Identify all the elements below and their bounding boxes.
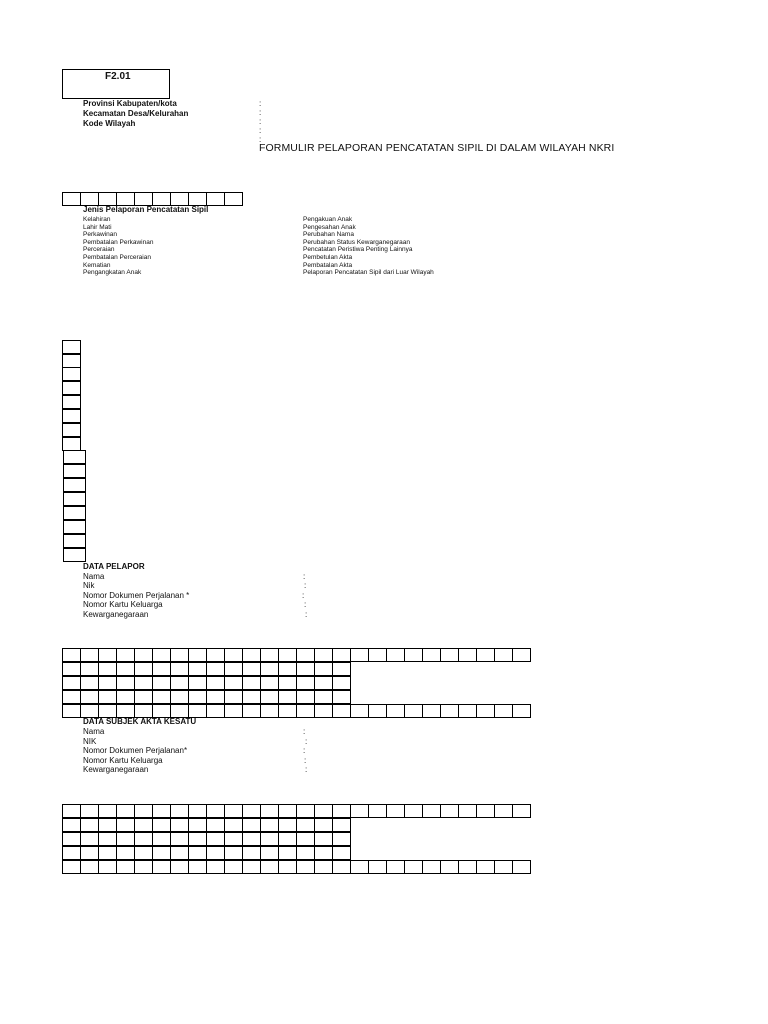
jenis-item: Pengangkatan Anak	[83, 269, 142, 277]
input-box[interactable]	[224, 704, 243, 718]
input-box[interactable]	[458, 704, 477, 718]
input-box[interactable]	[62, 704, 81, 718]
input-box[interactable]	[170, 704, 189, 718]
input-box[interactable]	[170, 192, 189, 206]
input-box[interactable]	[332, 662, 351, 676]
jenis-item: Pencatatan Peristiwa Penting Lainnya	[303, 246, 413, 254]
input-box[interactable]	[314, 846, 333, 860]
input-box[interactable]	[152, 192, 171, 206]
form-code: F2.01	[105, 71, 131, 82]
input-box[interactable]	[224, 818, 243, 832]
input-box[interactable]	[386, 804, 405, 818]
input-box[interactable]	[278, 676, 297, 690]
jenis-checkbox[interactable]	[62, 437, 81, 451]
input-box[interactable]	[314, 832, 333, 846]
input-box[interactable]	[206, 804, 225, 818]
input-box[interactable]	[476, 704, 495, 718]
input-box[interactable]	[98, 648, 117, 662]
input-box[interactable]	[224, 662, 243, 676]
input-box[interactable]	[98, 662, 117, 676]
input-box[interactable]	[332, 704, 351, 718]
input-box[interactable]	[296, 704, 315, 718]
input-box[interactable]	[98, 860, 117, 874]
subjek-colon: :	[305, 765, 308, 774]
input-box[interactable]	[134, 648, 153, 662]
input-box[interactable]	[206, 818, 225, 832]
input-box[interactable]	[260, 832, 279, 846]
input-box[interactable]	[314, 662, 333, 676]
input-box[interactable]	[62, 846, 81, 860]
input-box[interactable]	[134, 192, 153, 206]
input-box[interactable]	[224, 676, 243, 690]
input-box[interactable]	[458, 860, 477, 874]
input-box[interactable]	[80, 662, 99, 676]
input-box[interactable]	[350, 704, 369, 718]
input-box[interactable]	[188, 704, 207, 718]
input-box[interactable]	[62, 690, 81, 704]
input-box[interactable]	[224, 832, 243, 846]
input-box[interactable]	[62, 804, 81, 818]
jenis-item: Lahir Mati	[83, 223, 112, 231]
input-box[interactable]	[224, 192, 243, 206]
input-box[interactable]	[296, 648, 315, 662]
jenis-checkbox[interactable]	[63, 534, 86, 548]
input-box[interactable]	[368, 804, 387, 818]
jenis-checkbox[interactable]	[63, 450, 86, 464]
jenis-checkbox[interactable]	[62, 381, 81, 395]
jenis-heading: Jenis Pelaporan Pencatatan Sipil	[83, 205, 209, 214]
input-box[interactable]	[386, 648, 405, 662]
input-box[interactable]	[458, 804, 477, 818]
input-box[interactable]	[206, 648, 225, 662]
input-box[interactable]	[242, 704, 261, 718]
input-box[interactable]	[206, 860, 225, 874]
jenis-checkbox[interactable]	[62, 423, 81, 437]
jenis-checkbox[interactable]	[62, 367, 81, 381]
input-box[interactable]	[440, 704, 459, 718]
input-box[interactable]	[188, 818, 207, 832]
input-box[interactable]	[206, 704, 225, 718]
input-box[interactable]	[152, 804, 171, 818]
input-box[interactable]	[476, 804, 495, 818]
input-box[interactable]	[188, 662, 207, 676]
input-box[interactable]	[314, 648, 333, 662]
input-box[interactable]	[386, 860, 405, 874]
input-grid-row	[62, 832, 350, 846]
input-box[interactable]	[116, 818, 135, 832]
input-box[interactable]	[62, 192, 81, 206]
input-box[interactable]	[278, 832, 297, 846]
input-box[interactable]	[62, 662, 81, 676]
subjek-label-nama: Nama	[83, 727, 105, 736]
form-title: FORMULIR PELAPORAN PENCATATAN SIPIL DI DALAM WILAYAH NKRI	[259, 142, 615, 154]
input-box[interactable]	[80, 846, 99, 860]
pelapor-colon: :	[304, 600, 307, 609]
input-box[interactable]	[188, 676, 207, 690]
input-box[interactable]	[98, 846, 117, 860]
input-box[interactable]	[134, 818, 153, 832]
input-box[interactable]	[170, 832, 189, 846]
input-box[interactable]	[62, 818, 81, 832]
subjek-label-kk: Nomor Kartu Keluarga	[83, 756, 163, 765]
input-box[interactable]	[116, 690, 135, 704]
input-box[interactable]	[278, 704, 297, 718]
input-box[interactable]	[206, 662, 225, 676]
input-box[interactable]	[512, 804, 531, 818]
input-box[interactable]	[152, 818, 171, 832]
jenis-item: Perubahan Status Kewarganegaraan	[303, 238, 410, 246]
input-box[interactable]	[152, 860, 171, 874]
pelapor-colon: :	[304, 581, 307, 590]
jenis-checkbox[interactable]	[62, 395, 81, 409]
input-box[interactable]	[98, 192, 117, 206]
input-box[interactable]	[62, 676, 81, 690]
input-box[interactable]	[260, 704, 279, 718]
input-box[interactable]	[80, 192, 99, 206]
jenis-checkbox[interactable]	[63, 464, 86, 478]
input-box[interactable]	[278, 846, 297, 860]
jenis-item: Pembetulan Akta	[303, 253, 353, 261]
input-grid-row	[62, 818, 350, 832]
input-box[interactable]	[242, 690, 261, 704]
input-box[interactable]	[170, 818, 189, 832]
input-box[interactable]	[440, 804, 459, 818]
input-box[interactable]	[206, 832, 225, 846]
input-box[interactable]	[188, 832, 207, 846]
input-box[interactable]	[368, 648, 387, 662]
input-box[interactable]	[260, 818, 279, 832]
input-box[interactable]	[386, 704, 405, 718]
input-box[interactable]	[134, 704, 153, 718]
input-box[interactable]	[152, 832, 171, 846]
input-box[interactable]	[476, 860, 495, 874]
input-box[interactable]	[296, 804, 315, 818]
input-box[interactable]	[422, 804, 441, 818]
jenis-checkbox[interactable]	[63, 506, 86, 520]
input-box[interactable]	[278, 690, 297, 704]
input-box[interactable]	[242, 648, 261, 662]
subjek-heading: DATA SUBJEK AKTA KESATU	[83, 717, 197, 726]
jenis-checkbox[interactable]	[63, 478, 86, 492]
input-box[interactable]	[224, 648, 243, 662]
input-box[interactable]	[134, 804, 153, 818]
jenis-checkbox[interactable]	[62, 354, 81, 368]
input-grid-row	[62, 846, 350, 860]
input-box[interactable]	[224, 690, 243, 704]
input-box[interactable]	[224, 846, 243, 860]
input-box[interactable]	[170, 690, 189, 704]
input-box[interactable]	[188, 648, 207, 662]
input-box[interactable]	[98, 676, 117, 690]
input-box[interactable]	[98, 704, 117, 718]
input-box[interactable]	[260, 846, 279, 860]
input-box[interactable]	[188, 846, 207, 860]
input-box[interactable]	[404, 704, 423, 718]
input-box[interactable]	[98, 690, 117, 704]
input-grid-row	[62, 662, 350, 676]
pelapor-label-nik: Nik	[83, 581, 95, 590]
input-box[interactable]	[278, 648, 297, 662]
input-box[interactable]	[476, 648, 495, 662]
input-box[interactable]	[188, 860, 207, 874]
input-box[interactable]	[332, 860, 351, 874]
input-box[interactable]	[332, 648, 351, 662]
input-box[interactable]	[134, 662, 153, 676]
input-grid-row	[62, 860, 530, 874]
input-box[interactable]	[494, 648, 513, 662]
pelapor-label-kk: Nomor Kartu Keluarga	[83, 600, 163, 609]
pelapor-heading: DATA PELAPOR	[83, 562, 145, 571]
subjek-colon: :	[303, 727, 306, 736]
input-box[interactable]	[206, 676, 225, 690]
header-colon: :	[259, 108, 262, 117]
input-box[interactable]	[98, 804, 117, 818]
jenis-item: Kelahiran	[83, 216, 111, 223]
jenis-item: Perkawinan	[83, 231, 117, 239]
input-box[interactable]	[332, 804, 351, 818]
jenis-item: Perceraian	[83, 246, 115, 254]
input-box[interactable]	[242, 846, 261, 860]
input-box[interactable]	[260, 690, 279, 704]
input-box[interactable]	[296, 662, 315, 676]
input-box[interactable]	[242, 662, 261, 676]
jenis-item: Pembatalan Akta	[303, 261, 353, 269]
input-box[interactable]	[170, 662, 189, 676]
input-box[interactable]	[242, 832, 261, 846]
input-box[interactable]	[152, 690, 171, 704]
input-box[interactable]	[260, 662, 279, 676]
subjek-label-nik: NIK	[83, 737, 97, 746]
input-box[interactable]	[314, 804, 333, 818]
kode-wilayah-boxes	[62, 192, 242, 206]
jenis-item: Pembatalan Perceraian	[83, 253, 151, 261]
input-box[interactable]	[332, 832, 351, 846]
jenis-checkbox[interactable]	[63, 492, 86, 506]
input-box[interactable]	[188, 804, 207, 818]
input-box[interactable]	[350, 648, 369, 662]
input-box[interactable]	[170, 648, 189, 662]
jenis-checkbox[interactable]	[63, 520, 86, 534]
input-box[interactable]	[296, 832, 315, 846]
input-grid-row	[62, 648, 530, 662]
jenis-checkbox[interactable]	[62, 409, 81, 423]
pelapor-label-dokumen: Nomor Dokumen Perjalanan *	[83, 591, 190, 600]
input-box[interactable]	[116, 704, 135, 718]
input-box[interactable]	[296, 690, 315, 704]
jenis-item: Perubahan Nama	[303, 231, 354, 239]
pelapor-colon: :	[302, 591, 305, 600]
input-box[interactable]	[80, 690, 99, 704]
input-box[interactable]	[368, 704, 387, 718]
header-label-kode-wilayah: Kode Wilayah	[83, 119, 136, 128]
input-box[interactable]	[350, 804, 369, 818]
input-box[interactable]	[332, 846, 351, 860]
input-grid-row	[62, 704, 530, 718]
input-box[interactable]	[206, 690, 225, 704]
input-box[interactable]	[512, 860, 531, 874]
input-box[interactable]	[440, 648, 459, 662]
input-box[interactable]	[440, 860, 459, 874]
jenis-left-list	[83, 216, 153, 277]
input-box[interactable]	[458, 648, 477, 662]
input-box[interactable]	[332, 818, 351, 832]
input-box[interactable]	[224, 804, 243, 818]
jenis-item: Pengakuan Anak	[303, 216, 353, 223]
input-box[interactable]	[116, 804, 135, 818]
input-box[interactable]	[98, 832, 117, 846]
input-box[interactable]	[134, 690, 153, 704]
input-box[interactable]	[152, 846, 171, 860]
input-box[interactable]	[152, 704, 171, 718]
input-box[interactable]	[188, 192, 207, 206]
input-box[interactable]	[62, 860, 81, 874]
input-box[interactable]	[494, 704, 513, 718]
input-box[interactable]	[116, 192, 135, 206]
jenis-item: Pelaporan Pencatatan Sipil dari Luar Wilayah	[303, 269, 434, 277]
input-box[interactable]	[80, 648, 99, 662]
input-box[interactable]	[404, 804, 423, 818]
header-colon: :	[259, 135, 262, 144]
input-box[interactable]	[422, 704, 441, 718]
input-box[interactable]	[134, 832, 153, 846]
header-colon: :	[259, 126, 262, 135]
input-box[interactable]	[314, 704, 333, 718]
input-box[interactable]	[80, 704, 99, 718]
input-box[interactable]	[368, 860, 387, 874]
input-box[interactable]	[512, 648, 531, 662]
input-box[interactable]	[278, 662, 297, 676]
input-box[interactable]	[278, 860, 297, 874]
input-box[interactable]	[134, 860, 153, 874]
input-box[interactable]	[170, 804, 189, 818]
input-box[interactable]	[260, 860, 279, 874]
jenis-checkbox[interactable]	[62, 340, 81, 354]
pelapor-colon: :	[303, 572, 306, 581]
input-box[interactable]	[296, 846, 315, 860]
input-box[interactable]	[188, 690, 207, 704]
header-label-kecamatan: Kecamatan Desa/Kelurahan	[83, 109, 189, 118]
input-box[interactable]	[152, 676, 171, 690]
input-box[interactable]	[332, 676, 351, 690]
input-box[interactable]	[242, 676, 261, 690]
input-box[interactable]	[152, 648, 171, 662]
jenis-item: Pembatalan Perkawinan	[83, 238, 154, 246]
subjek-colon: :	[305, 737, 308, 746]
subjek-colon: :	[304, 756, 307, 765]
input-box[interactable]	[278, 804, 297, 818]
input-box[interactable]	[512, 704, 531, 718]
input-grid-row	[62, 804, 530, 818]
jenis-item: Kematian	[83, 261, 111, 269]
input-box[interactable]	[170, 846, 189, 860]
input-box[interactable]	[224, 860, 243, 874]
input-box[interactable]	[152, 662, 171, 676]
input-box[interactable]	[206, 846, 225, 860]
input-box[interactable]	[80, 676, 99, 690]
input-box[interactable]	[332, 690, 351, 704]
input-box[interactable]	[116, 676, 135, 690]
pelapor-colon: :	[305, 610, 308, 619]
input-box[interactable]	[206, 192, 225, 206]
subjek-label-kewarganegaraan: Kewarganegaraan	[83, 765, 149, 774]
input-box[interactable]	[404, 860, 423, 874]
input-box[interactable]	[404, 648, 423, 662]
input-box[interactable]	[134, 676, 153, 690]
input-box[interactable]	[116, 662, 135, 676]
form-code-box	[62, 69, 170, 99]
subjek-label-dokumen: Nomor Dokumen Perjalanan*	[83, 746, 188, 755]
input-box[interactable]	[62, 832, 81, 846]
input-box[interactable]	[314, 676, 333, 690]
input-box[interactable]	[116, 832, 135, 846]
input-box[interactable]	[422, 860, 441, 874]
input-box[interactable]	[80, 804, 99, 818]
input-box[interactable]	[260, 648, 279, 662]
input-box[interactable]	[62, 648, 81, 662]
input-box[interactable]	[242, 804, 261, 818]
input-box[interactable]	[170, 860, 189, 874]
input-box[interactable]	[350, 860, 369, 874]
header-label-provinsi: Provinsi Kabupaten/kota	[83, 99, 177, 108]
subjek-colon: :	[303, 746, 306, 755]
input-box[interactable]	[242, 818, 261, 832]
input-box[interactable]	[80, 860, 99, 874]
input-box[interactable]	[98, 818, 117, 832]
input-box[interactable]	[80, 832, 99, 846]
input-box[interactable]	[116, 860, 135, 874]
pelapor-label-kewarganegaraan: Kewarganegaraan	[83, 610, 149, 619]
pelapor-label-nama: Nama	[83, 572, 105, 581]
input-box[interactable]	[494, 860, 513, 874]
header-colon: :	[259, 117, 262, 126]
input-box[interactable]	[314, 860, 333, 874]
input-box[interactable]	[116, 846, 135, 860]
input-box[interactable]	[260, 676, 279, 690]
input-box[interactable]	[314, 818, 333, 832]
jenis-right-list	[303, 216, 434, 277]
jenis-checkbox[interactable]	[63, 548, 86, 562]
input-box[interactable]	[242, 860, 261, 874]
input-grid-row	[62, 690, 350, 704]
input-box[interactable]	[170, 676, 189, 690]
input-box[interactable]	[314, 690, 333, 704]
input-box[interactable]	[422, 648, 441, 662]
header-colon: :	[259, 99, 262, 108]
input-box[interactable]	[296, 860, 315, 874]
input-box[interactable]	[494, 804, 513, 818]
input-grid-row	[62, 676, 350, 690]
input-box[interactable]	[134, 846, 153, 860]
input-box[interactable]	[296, 818, 315, 832]
input-box[interactable]	[278, 818, 297, 832]
jenis-item: Pengesahan Anak	[303, 223, 356, 231]
input-box[interactable]	[116, 648, 135, 662]
input-box[interactable]	[296, 676, 315, 690]
input-box[interactable]	[260, 804, 279, 818]
input-box[interactable]	[80, 818, 99, 832]
